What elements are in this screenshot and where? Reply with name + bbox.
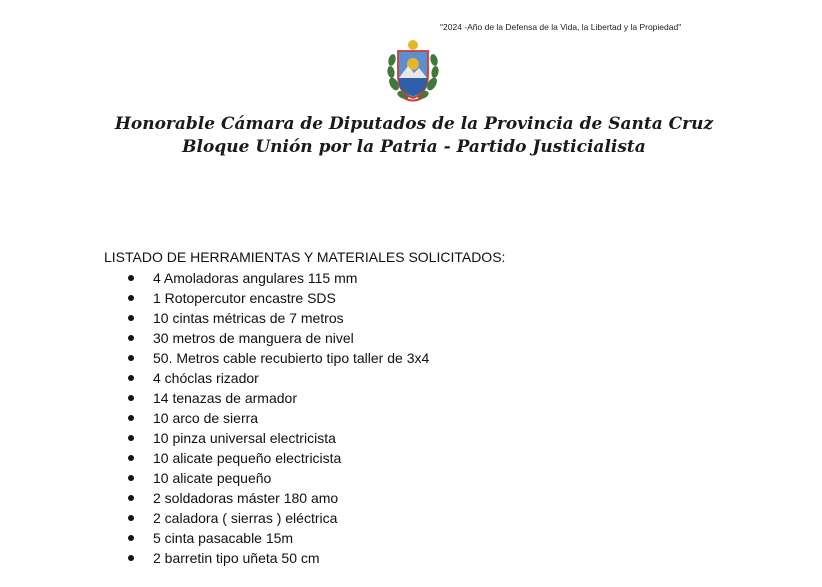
bullet-icon: [128, 295, 134, 301]
bullet-icon: [128, 435, 134, 441]
list-item-text: 10 arco de sierra: [153, 410, 259, 426]
title-line-chamber: Honorable Cámara de Diputados de la Provincia de Santa Cruz: [114, 114, 714, 134]
list-item-text: 30 metros de manguera de nivel: [153, 330, 354, 346]
bullet-icon: [128, 415, 134, 421]
list-item-text: 10 pinza universal electricista: [153, 430, 336, 446]
list-item-text: 10 alicate pequeño electricista: [153, 450, 342, 466]
list-item-text: 2 soldadoras máster 180 amo: [153, 490, 339, 506]
bullet-icon: [128, 355, 134, 361]
bullet-icon: [128, 315, 134, 321]
list-item-text: 2 caladora ( sierras ) eléctrica: [153, 510, 338, 526]
bullet-icon: [128, 375, 134, 381]
chamber-title: [0, 113, 822, 159]
bullet-icon: [128, 515, 134, 521]
list-heading: LISTADO DE HERRAMIENTAS Y MATERIALES SOLICITADOS:: [104, 249, 506, 265]
title-line-bloc: Bloque Unión por la Patria - Partido Justicialista: [182, 137, 646, 157]
bullet-icon: [128, 335, 134, 341]
list-item-text: 10 alicate pequeño: [153, 470, 272, 486]
list-item-text: 5 cinta pasacable 15m: [153, 530, 294, 546]
list-item-text: 10 cintas métricas de 7 metros: [153, 310, 344, 326]
bullet-icon: [128, 455, 134, 461]
bullet-icon: [128, 555, 134, 561]
list-item-text: 4 chóclas rizador: [153, 370, 259, 386]
provincial-coat-of-arms-icon: [386, 38, 440, 104]
sun-crest: [408, 40, 418, 50]
bullet-icon: [128, 475, 134, 481]
list-item-text: 4 Amoladoras angulares 115 mm: [153, 270, 358, 286]
bullet-icon: [128, 535, 134, 541]
list-item-text: 2 barretin tipo uñeta 50 cm: [153, 550, 320, 566]
year-motto: "2024 -Año de la Defensa de la Vida, la Libertad y la Propiedad": [440, 22, 682, 32]
list-item-text: 1 Rotopercutor encastre SDS: [153, 290, 336, 306]
bullet-icon: [128, 495, 134, 501]
list-item-text: 14 tenazas de armador: [153, 390, 297, 406]
bullet-icon: [128, 395, 134, 401]
list-item-text: 50. Metros cable recubierto tipo taller de 3x4: [153, 350, 430, 366]
bullet-icon: [128, 275, 134, 281]
